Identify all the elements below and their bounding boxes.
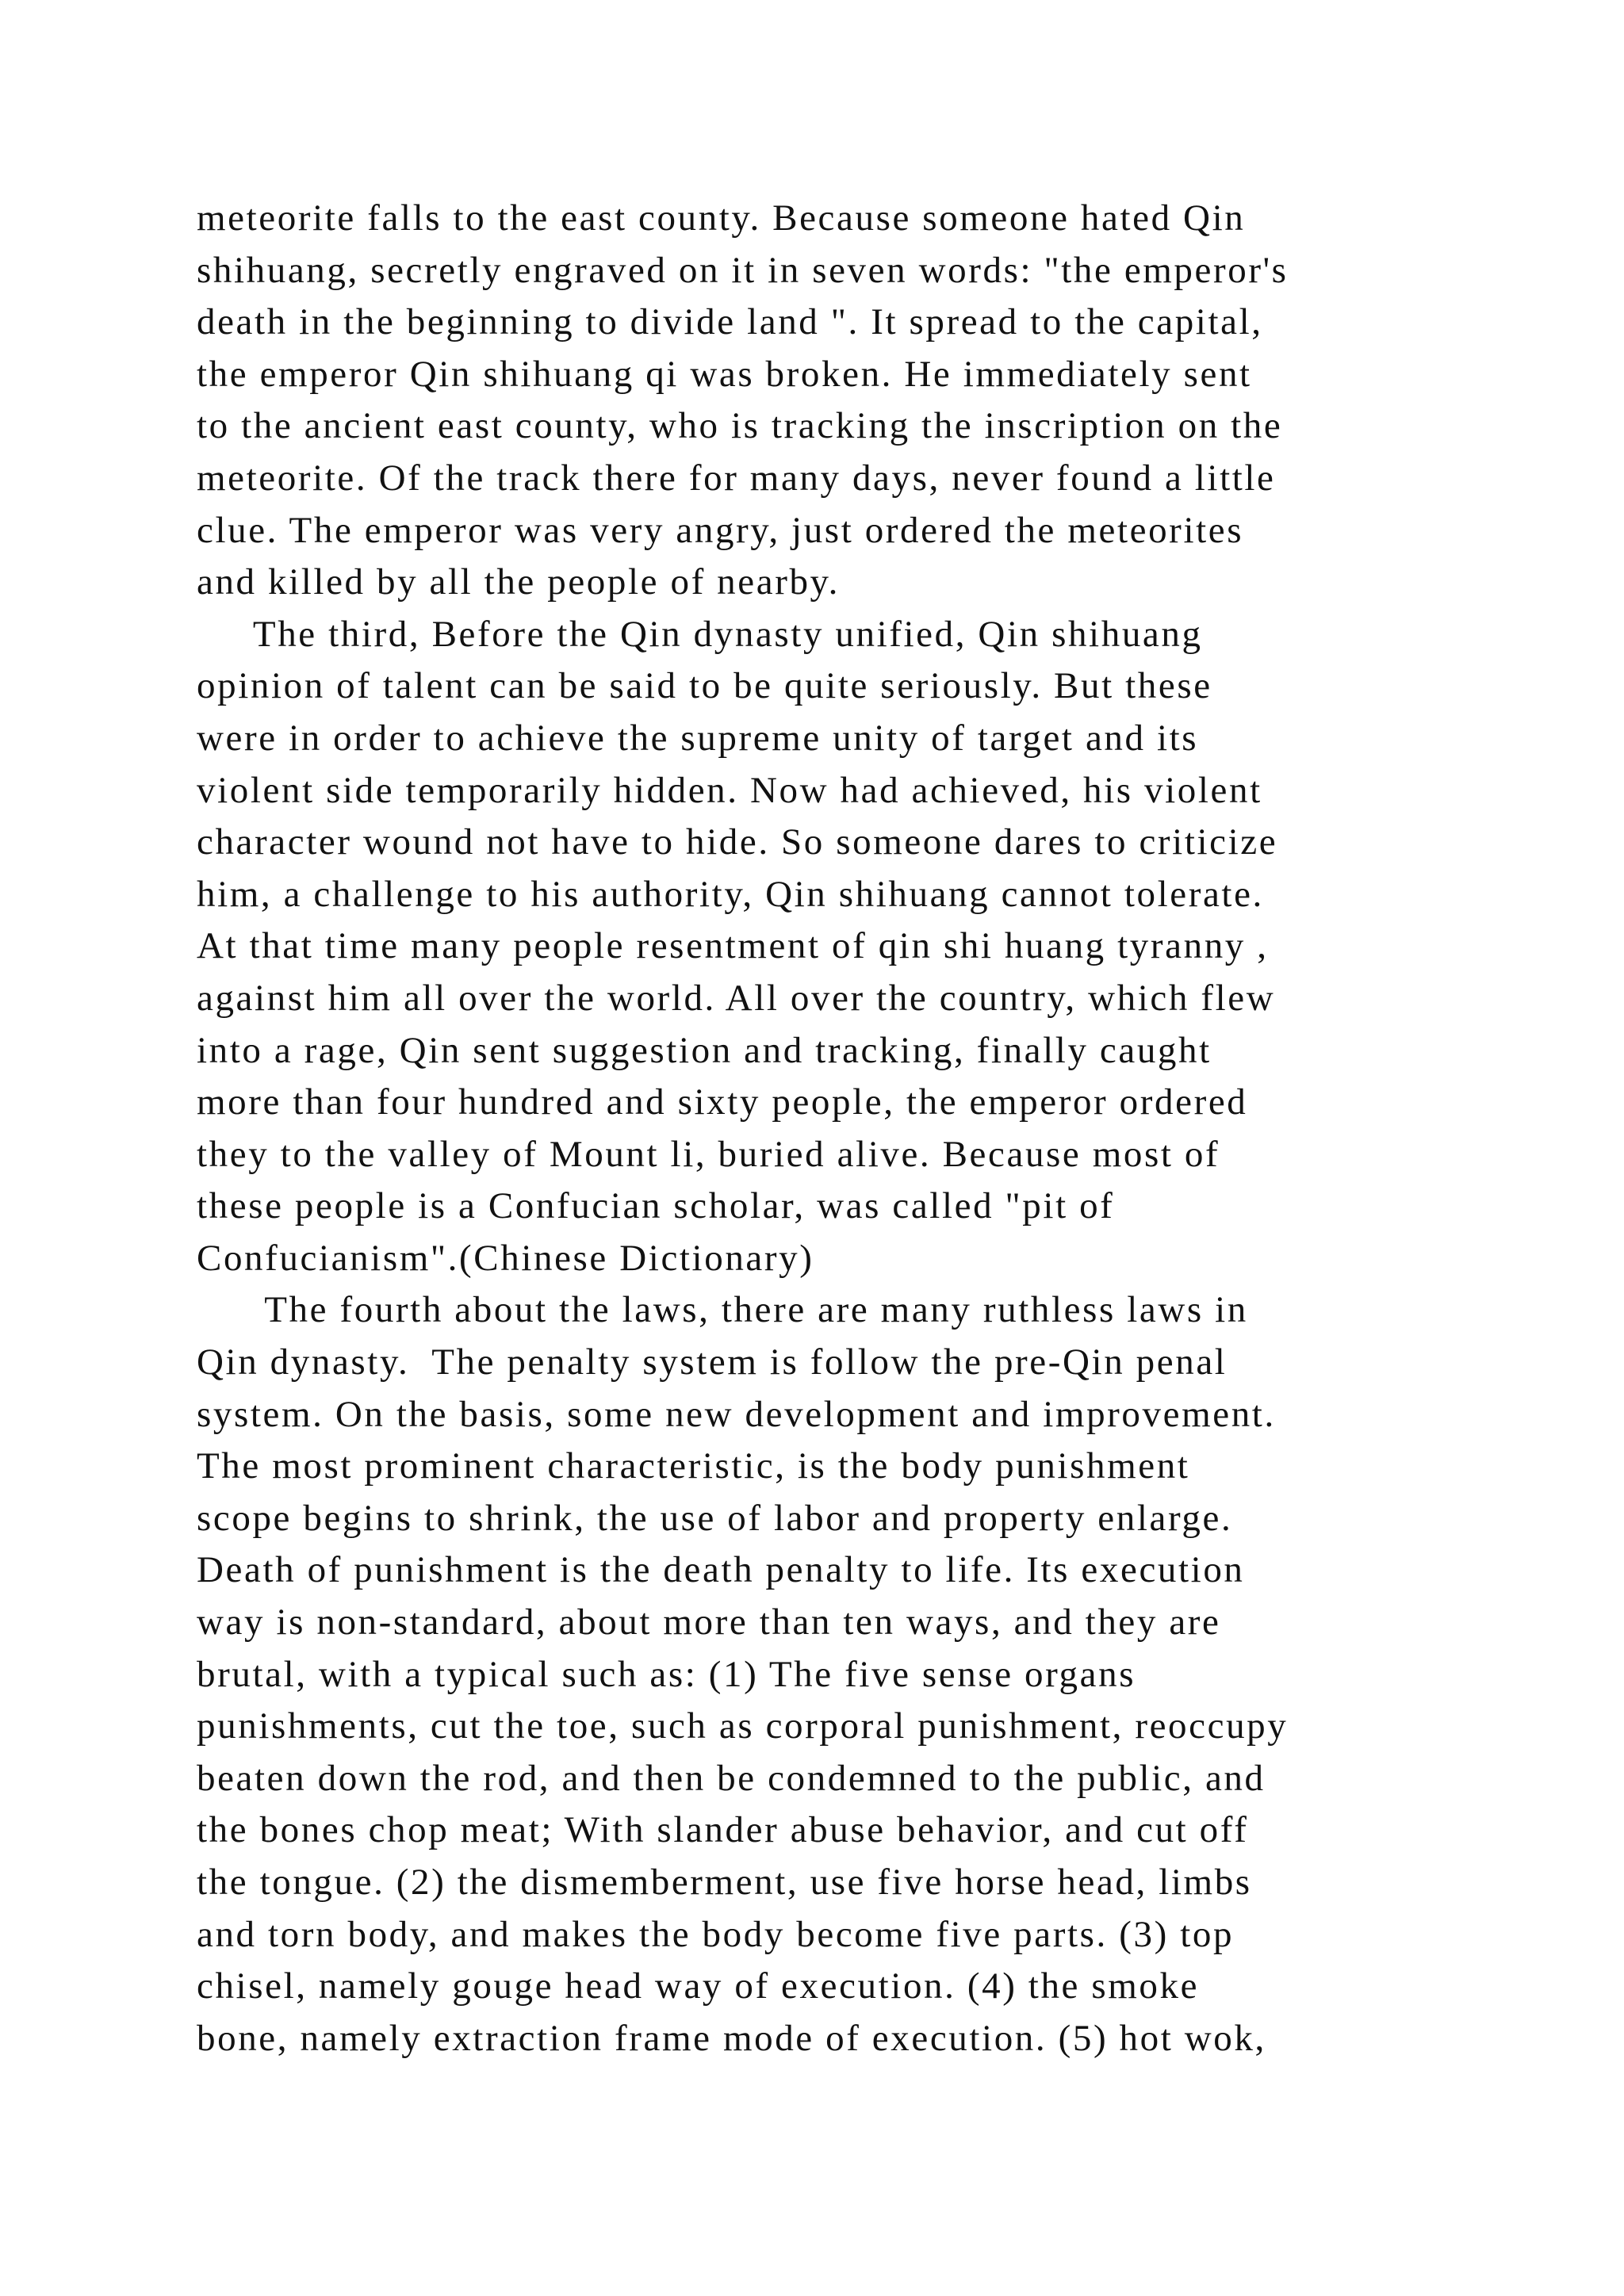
text-line: bone, namely extraction frame mode of execution. (5) hot wok,	[197, 2017, 1266, 2059]
text-line: meteorite. Of the track there for many days, never found a little	[197, 457, 1276, 499]
text-line: they to the valley of Mount li, buried alive. Because most of	[197, 1133, 1220, 1175]
text-line: and torn body, and makes the body become five parts. (3) top	[197, 1913, 1235, 1955]
text-line: Death of punishment is the death penalty to life. Its execution	[197, 1549, 1245, 1591]
body-text	[197, 193, 1481, 2064]
text-line: shihuang, secretly engraved on it in seven words: "the emperor's	[197, 249, 1289, 291]
text-line: brutal, with a typical such as: (1) The five sense organs	[197, 1653, 1136, 1695]
text-line: beaten down the rod, and then be condemned to the public, and	[197, 1757, 1266, 1799]
text-line: the tongue. (2) the dismemberment, use five horse head, limbs	[197, 1862, 1252, 1903]
text-line: clue. The emperor was very angry, just ordered the meteorites	[197, 509, 1244, 551]
text-line: character wound not have to hide. So someone dares to criticize	[197, 821, 1278, 863]
text-line: against him all over the world. All over the country, which flew	[197, 977, 1276, 1019]
text-line: chisel, namely gouge head way of execution. (4) the smoke	[197, 1965, 1200, 2007]
text-line: into a rage, Qin sent suggestion and tracking, finally caught	[197, 1029, 1212, 1071]
text-line: were in order to achieve the supreme unity of target and its	[197, 717, 1199, 759]
text-line: the bones chop meat; With slander abuse behavior, and cut off	[197, 1809, 1249, 1851]
text-line: The fourth about the laws, there are many ruthless laws in	[197, 1289, 1248, 1331]
text-line: way is non-standard, about more than ten ways, and they are	[197, 1601, 1221, 1644]
text-line: and killed by all the people of nearby.	[197, 561, 840, 603]
text-line: violent side temporarily hidden. Now had achieved, his violent	[197, 769, 1262, 811]
text-line: scope begins to shrink, the use of labor and property enlarge.	[197, 1497, 1233, 1539]
text-line: The third, Before the Qin dynasty unified, Qin shihuang	[197, 613, 1203, 655]
text-line: to the ancient east county, who is tracking the inscription on the	[197, 405, 1283, 447]
text-line: Qin dynasty. The penalty system is follow the pre-Qin penal	[197, 1341, 1228, 1383]
text-line: punishments, cut the toe, such as corporal punishment, reoccupy	[197, 1705, 1289, 1747]
text-line: opinion of talent can be said to be quite seriously. But these	[197, 665, 1212, 707]
text-line: more than four hundred and sixty people, the emperor ordered	[197, 1081, 1248, 1123]
text-line: The most prominent characteristic, is the body punishment	[197, 1445, 1190, 1487]
text-line: meteorite falls to the east county. Because someone hated Qin	[197, 197, 1246, 239]
text-line: Confucianism".(Chinese Dictionary)	[197, 1237, 814, 1279]
text-line: the emperor Qin shihuang qi was broken. He immediately sent	[197, 353, 1252, 395]
text-line: system. On the basis, some new development and improvement.	[197, 1393, 1276, 1435]
text-line: death in the beginning to divide land ". It spread to the capital,	[197, 301, 1263, 343]
text-line: him, a challenge to his authority, Qin shihuang cannot tolerate.	[197, 873, 1264, 915]
text-line: At that time many people resentment of qin shi huang tyranny ,	[197, 925, 1269, 967]
text-line: these people is a Confucian scholar, was called "pit of	[197, 1185, 1115, 1227]
